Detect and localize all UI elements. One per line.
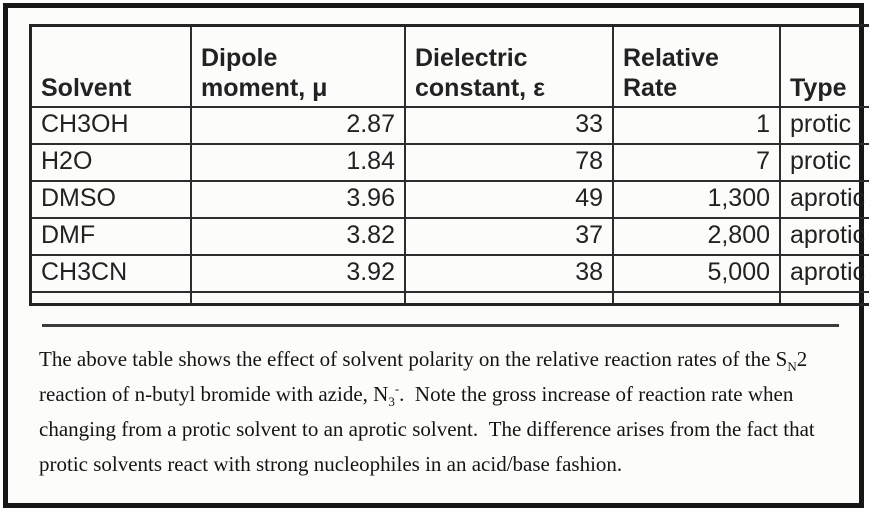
cell-dipole: 3.82 — [191, 218, 405, 255]
cell-dielectric: 37 — [405, 218, 613, 255]
cell-rate: 5,000 — [613, 255, 780, 292]
solvent-table — [29, 24, 869, 306]
column-header-line: Rate — [623, 73, 678, 102]
caption-segment-sup: - — [394, 381, 400, 396]
horizontal-divider — [42, 324, 839, 327]
caption-segment-normal: The above table shows the effect of solvent polarity on the relative reaction rates of the S — [39, 347, 788, 371]
cell-dipole: 3.96 — [191, 181, 405, 218]
column-header-rate — [613, 26, 780, 107]
spacer-cell — [780, 292, 869, 305]
cell-dielectric: 38 — [405, 255, 613, 292]
cell-dielectric: 49 — [405, 181, 613, 218]
cell-solvent: CH3OH — [31, 107, 192, 144]
cell-solvent: CH3CN — [31, 255, 192, 292]
cell-rate: 1 — [613, 107, 780, 144]
caption-segment-normal: . Note the gross increase of reaction rate when changing from a protic solvent to an aprotic solvent. The difference arises from the fact that protic solvents react with strong nucleophiles in an acid/base fashion. — [39, 382, 815, 476]
table-row — [31, 107, 869, 144]
spacer-cell — [191, 292, 405, 305]
cell-rate: 1,300 — [613, 181, 780, 218]
table-header-row — [31, 26, 869, 107]
column-header-line: moment, μ — [201, 73, 328, 102]
caption-segment-sub: 3 — [388, 394, 395, 410]
column-header-line: Relative — [623, 43, 719, 72]
spacer-cell — [405, 292, 613, 305]
cell-dipole: 2.87 — [191, 107, 405, 144]
cell-type: protic — [780, 144, 869, 181]
spacer-cell — [613, 292, 780, 305]
column-header-line: Dipole — [201, 43, 278, 72]
table-head — [31, 26, 869, 107]
column-header-line: Solvent — [41, 73, 132, 102]
cell-solvent: DMSO — [31, 181, 192, 218]
caption-paragraph — [39, 342, 849, 482]
cell-dielectric: 33 — [405, 107, 613, 144]
table-row — [31, 144, 869, 181]
cell-solvent: H2O — [31, 144, 192, 181]
document-frame — [3, 3, 864, 508]
cell-dipole: 1.84 — [191, 144, 405, 181]
spacer-cell — [31, 292, 192, 305]
cell-dielectric: 78 — [405, 144, 613, 181]
caption-segment-sub: N — [787, 359, 797, 375]
cell-type: aprotic — [780, 255, 869, 292]
column-header-dipole — [191, 26, 405, 107]
table-row — [31, 255, 869, 292]
cell-type: aprotic — [780, 181, 869, 218]
table-spacer-row — [31, 292, 869, 305]
cell-dipole: 3.92 — [191, 255, 405, 292]
table-body — [31, 107, 869, 305]
cell-solvent: DMF — [31, 218, 192, 255]
cell-rate: 2,800 — [613, 218, 780, 255]
cell-rate: 7 — [613, 144, 780, 181]
column-header-dielectric — [405, 26, 613, 107]
table-row — [31, 218, 869, 255]
cell-type: aprotic — [780, 218, 869, 255]
column-header-solvent — [31, 26, 192, 107]
caption-segment-normal: 2 reaction of n-butyl bromide with azide, N — [39, 347, 808, 406]
column-header-line: Type — [790, 73, 847, 102]
column-header-type — [780, 26, 869, 107]
column-header-line: Dielectric — [415, 43, 528, 72]
cell-type: protic — [780, 107, 869, 144]
column-header-line: constant, ε — [415, 73, 545, 102]
table-row — [31, 181, 869, 218]
